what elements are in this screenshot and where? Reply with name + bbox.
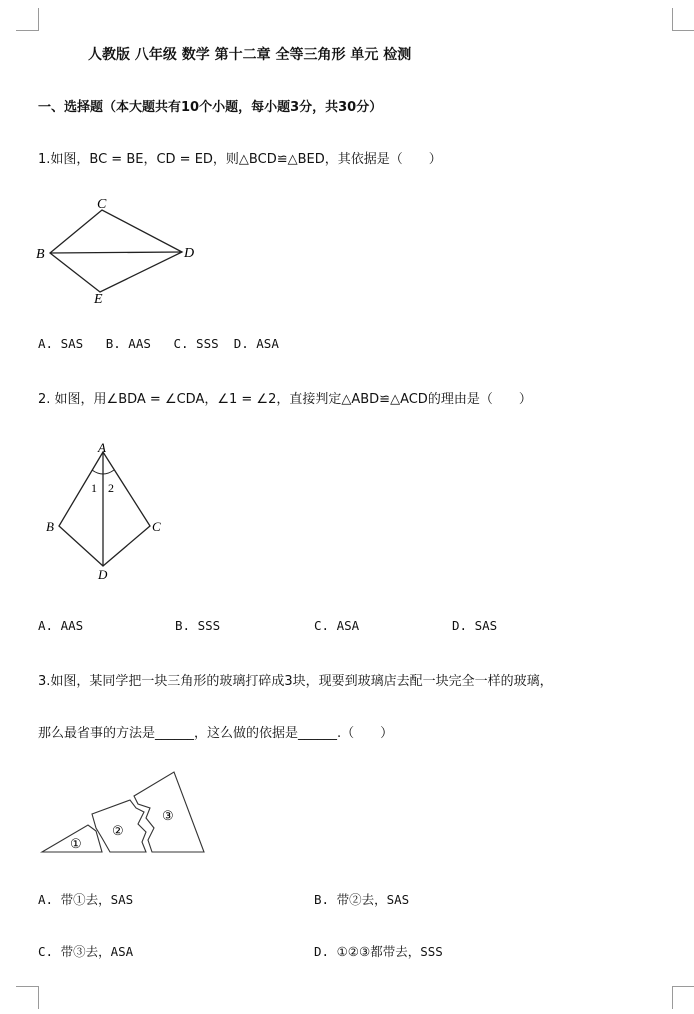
label-piece-2: ②: [112, 823, 124, 838]
question-3-stem-line-1: 3.如图，某同学把一块三角形的玻璃打碎成3块，现要到玻璃店去配一块完全一样的玻璃，: [38, 674, 553, 689]
question-2-figure: [40, 440, 180, 585]
label-b: B: [36, 247, 45, 262]
q1-option-d[interactable]: D. ASA: [233, 336, 279, 351]
label-b: B: [46, 519, 54, 534]
question-3-figure: [38, 768, 213, 858]
label-d: D: [98, 567, 108, 582]
q2-option-b[interactable]: B. SSS: [175, 618, 221, 633]
quadrilateral-bcde: [50, 210, 182, 292]
q2-option-a[interactable]: A. AAS: [38, 618, 84, 633]
quadrilateral-abdc: [59, 452, 150, 566]
corner-mark-bottom-right: [672, 986, 694, 1009]
q3-option-d[interactable]: D. ①②③都带去，SSS: [314, 944, 443, 959]
label-a: A: [98, 440, 106, 455]
label-c: C: [97, 197, 107, 212]
q3-option-a[interactable]: A. 带①去，SAS: [38, 892, 134, 907]
question-1-stem: 1.如图，BC = BE，CD = ED，则△BCD≌△BED，其依据是（ ）: [38, 152, 442, 167]
q1-option-c[interactable]: C. SSS: [173, 336, 219, 351]
label-d: D: [184, 246, 195, 261]
label-piece-1: ①: [70, 836, 82, 851]
q2-option-d[interactable]: D. SAS: [452, 618, 498, 633]
section-heading: 一、选择题（本大题共有10个小题，每小题3分，共30分）: [38, 100, 383, 115]
label-c: C: [152, 519, 161, 534]
corner-mark-bottom-left: [16, 986, 39, 1009]
q2-option-c[interactable]: C. ASA: [314, 618, 360, 633]
page-title: 人教版 八年级 数学 第十二章 全等三角形 单元 检测: [88, 47, 412, 63]
question-3-stem-line-2: 那么最省事的方法是______，这么做的依据是______.（ ）: [38, 726, 394, 741]
corner-mark-top-right: [672, 8, 694, 31]
corner-mark-top-left: [16, 8, 39, 31]
label-angle-1: 1: [91, 481, 97, 495]
question-1-figure: [30, 190, 210, 310]
label-piece-3: ③: [162, 808, 174, 823]
q3-option-c[interactable]: C. 带③去，ASA: [38, 944, 134, 959]
q3-option-b[interactable]: B. 带②去，SAS: [314, 892, 410, 907]
diagonal-bd: [50, 252, 182, 253]
question-2-stem: 2. 如图，用∠BDA = ∠CDA，∠1 = ∠2，直接判定△ABD≌△ACD的理由是（ ）: [38, 392, 532, 407]
label-e: E: [94, 292, 103, 307]
question-1-options: [38, 336, 279, 351]
q1-option-a[interactable]: A. SAS: [38, 336, 84, 351]
label-angle-2: 2: [108, 481, 114, 495]
q1-option-b[interactable]: B. AAS: [105, 336, 151, 351]
